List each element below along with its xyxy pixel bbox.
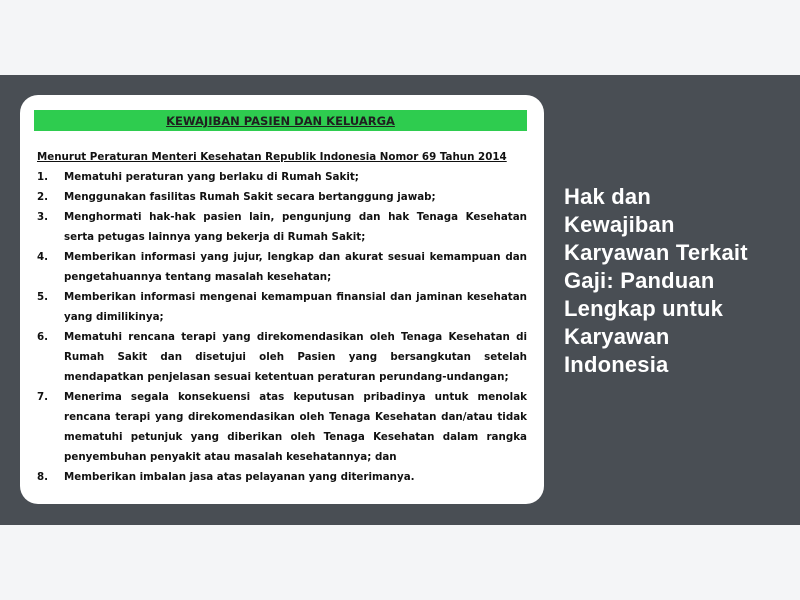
list-item-text: Menerima segala konsekuensi atas keputusan pribadinya untuk menolak rencana terapi yang direkomendasikan oleh Tenaga Kesehatan dan/atau tidak mematuhi petunjuk yang diberikan oleh Tenaga Kesehatan dalam rangka penyembuhan penyakit atau masalah kesehatannya; dan [64,391,527,463]
list-item-number: 2. [37,191,49,203]
list-item [37,187,527,207]
list-item-number: 3. [37,211,49,223]
list-item-text: Mematuhi peraturan yang berlaku di Rumah Sakit; [64,171,359,183]
list-item-text: Memberikan informasi yang jujur, lengkap dan akurat sesuai kemampuan dan pengetahuannya tentang masalah kesehatan; [64,251,527,283]
document-body [37,147,527,487]
document-heading: KEWAJIBAN PASIEN DAN KELUARGA [166,114,395,128]
list-item [37,467,527,487]
list-item-number: 1. [37,171,49,183]
list-item [37,167,527,187]
document-image-card [20,95,544,504]
article-title: Hak dan Kewajiban Karyawan Terkait Gaji: Panduan Lengkap untuk Karyawan Indonesia [564,184,748,377]
list-item-text: Memberikan imbalan jasa atas pelayanan yang diterimanya. [64,471,415,483]
list-item [37,387,527,467]
list-item-number: 5. [37,291,49,303]
duty-list [37,167,527,487]
list-item [37,287,527,327]
list-item-text: Mematuhi rencana terapi yang direkomendasikan oleh Tenaga Kesehatan di Rumah Sakit dan disetujui oleh Pasien yang bersangkutan setelah mendapatkan penjelasan sesuai ketentuan peraturan perundang-undangan; [64,331,527,383]
list-item [37,247,527,287]
list-item-number: 7. [37,391,49,403]
list-item-number: 4. [37,251,49,263]
list-item-text: Menghormati hak-hak pasien lain, pengunjung dan hak Tenaga Kesehatan serta petugas lainnya yang bekerja di Rumah Sakit; [64,211,527,243]
list-item-number: 8. [37,471,49,483]
list-item-text: Memberikan informasi mengenai kemampuan finansial dan jaminan kesehatan yang dimilikinya; [64,291,527,323]
document-heading-bar [34,110,527,131]
list-item [37,207,527,247]
regulation-reference: Menurut Peraturan Menteri Kesehatan Republik Indonesia Nomor 69 Tahun 2014 [37,151,507,163]
list-item-text: Menggunakan fasilitas Rumah Sakit secara bertanggung jawab; [64,191,436,203]
list-item [37,327,527,387]
list-item-number: 6. [37,331,49,343]
